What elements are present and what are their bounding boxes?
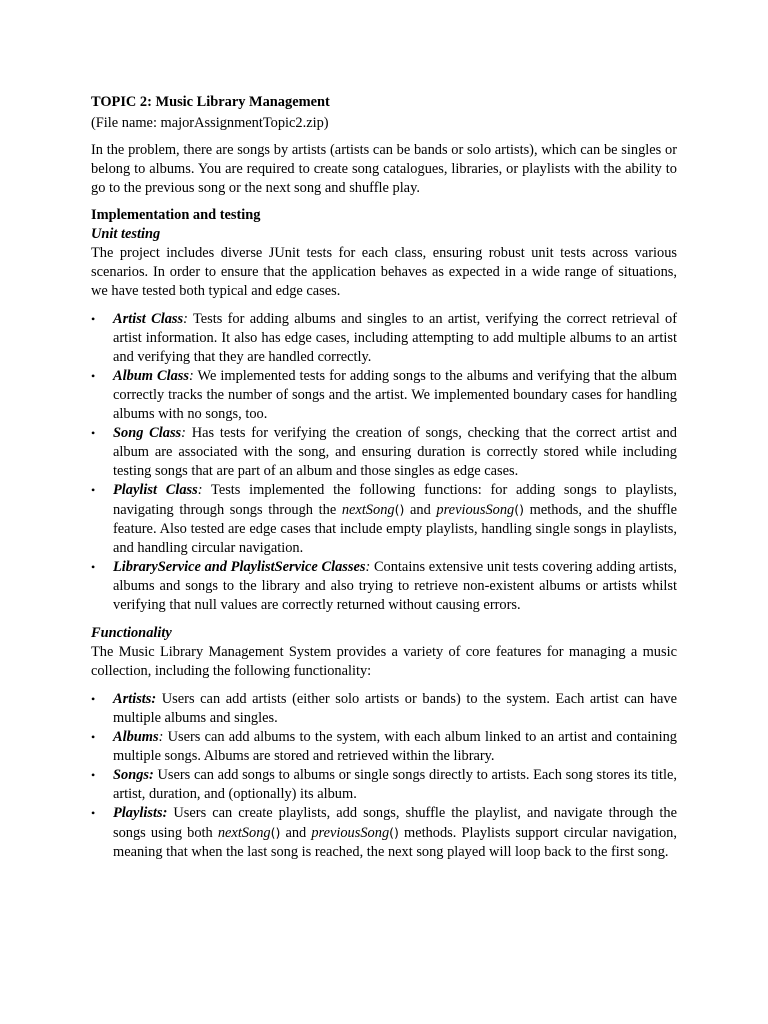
method-parens: (): [514, 502, 524, 517]
method-name: previousSong: [436, 502, 515, 518]
list-item-text: methods. Playlists support circular navigation, meaning that when the last song is reached, the next song played will loop back to the first song.: [113, 825, 677, 860]
list-item: [91, 728, 677, 766]
list-item-term: Artists:: [113, 691, 157, 707]
list-item-term: Song Class: [113, 425, 182, 441]
list-item-term: Albums: [113, 729, 159, 745]
document-title: TOPIC 2: Music Library Management: [91, 94, 330, 110]
method-name: nextSong: [217, 825, 271, 841]
list-item-colon: :: [183, 311, 188, 327]
list-item-term: LibraryService and PlaylistService Classes: [113, 559, 366, 575]
list-item-term: Artist Class: [113, 311, 184, 327]
bullet-icon: •: [91, 730, 96, 744]
unit-testing-list: [91, 310, 677, 615]
method-parens: (): [270, 825, 281, 840]
list-item: [91, 424, 677, 481]
intro-paragraph: In the problem, there are songs by artists (artists can be bands or solo artists), which can be singles or belong to albums. You are required to create song catalogues, libraries, or playlists with the ability to go to the previous song or the next song and shuffle play.: [91, 142, 677, 196]
list-item-text: Tests implemented the following functions: for adding songs to playlists, navigating through songs through the: [113, 482, 678, 518]
implementation-heading: Implementation and testing: [91, 207, 261, 223]
method-name: previousSong: [311, 825, 390, 841]
list-item: [91, 766, 677, 804]
list-item-term: Songs:: [113, 767, 154, 783]
file-name-line: (File name: majorAssignmentTopic2.zip): [91, 115, 329, 131]
functionality-paragraph: The Music Library Management System provides a variety of core features for managing a music collection, including the following functionality:: [91, 644, 677, 679]
bullet-icon: •: [91, 483, 96, 497]
unit-testing-subheading: Unit testing: [91, 226, 161, 242]
list-item: [91, 804, 677, 862]
list-item-text: Users can add songs to albums or single songs directly to artists. Each song stores its title, artist, duration, and (optionally) its album.: [113, 767, 677, 802]
list-item: [91, 558, 677, 615]
list-item: [91, 310, 677, 367]
list-item-text: Users can create playlists, add songs, shuffle the playlist, and navigate through the songs using both: [113, 805, 677, 841]
bullet-icon: •: [91, 806, 96, 820]
list-item: [91, 690, 677, 728]
list-item-colon: :: [197, 482, 203, 498]
method-parens: (): [389, 825, 399, 840]
bullet-icon: •: [91, 369, 96, 383]
bullet-icon: •: [91, 312, 96, 326]
list-item-text: Users can add artists (either solo artists or bands) to the system. Each artist can have multiple albums and singles.: [113, 691, 677, 726]
list-item: [91, 481, 677, 558]
list-item-colon: :: [365, 559, 371, 575]
bullet-icon: •: [91, 768, 96, 782]
document-page: [91, 93, 677, 862]
list-item-term: Playlist Class: [113, 482, 198, 498]
list-item-text: Users can add albums to the system, with each album linked to an artist and containing multiple songs. Albums are stored and retrieved within the library.: [113, 729, 677, 764]
bullet-icon: •: [91, 426, 96, 440]
list-item-text: and: [404, 502, 437, 518]
functionality-subheading: Functionality: [91, 625, 172, 641]
list-item: [91, 367, 677, 424]
list-item-text: and: [280, 825, 312, 841]
list-item-text: Contains extensive unit tests covering adding artists, albums and songs to the library and also trying to retrieve non-existent albums or artists whilst verifying that null values are correctly returned without causing errors.: [113, 559, 678, 613]
method-name: nextSong: [341, 502, 395, 518]
method-parens: (): [394, 502, 405, 517]
bullet-icon: •: [91, 692, 96, 706]
functionality-list: [91, 690, 677, 862]
list-item-colon: :: [181, 425, 186, 441]
list-item-term: Album Class: [113, 368, 189, 384]
list-item-text: methods, and the shuffle feature. Also tested are edge cases that include empty playlists, handling single songs in playlists, and handling circular navigation.: [113, 502, 677, 556]
list-item-text: Tests for adding albums and singles to an artist, verifying the correct retrieval of artist information. It also has edge cases, including attempting to add multiple albums to an artist and verifying that they are handled correctly.: [113, 311, 677, 365]
list-item-colon: :: [158, 729, 164, 745]
bullet-icon: •: [91, 560, 96, 574]
list-item-colon: :: [189, 368, 194, 384]
list-item-term: Playlists:: [113, 805, 168, 821]
unit-testing-paragraph: The project includes diverse JUnit tests for each class, ensuring robust unit tests across various scenarios. In order to ensure that the application behaves as expected in a wide range of situations, we have tested both typical and edge cases.: [91, 245, 677, 299]
list-item-text: Has tests for verifying the creation of songs, checking that the correct artist and album are associated with the song, and ensuring duration is correctly stored while including testing songs that are part of an album and those singles as edge cases.: [113, 425, 677, 479]
list-item-text: We implemented tests for adding songs to the albums and verifying that the album correctly tracks the number of songs and the artist. We implemented boundary cases for handling albums with no songs, too.: [113, 368, 677, 422]
